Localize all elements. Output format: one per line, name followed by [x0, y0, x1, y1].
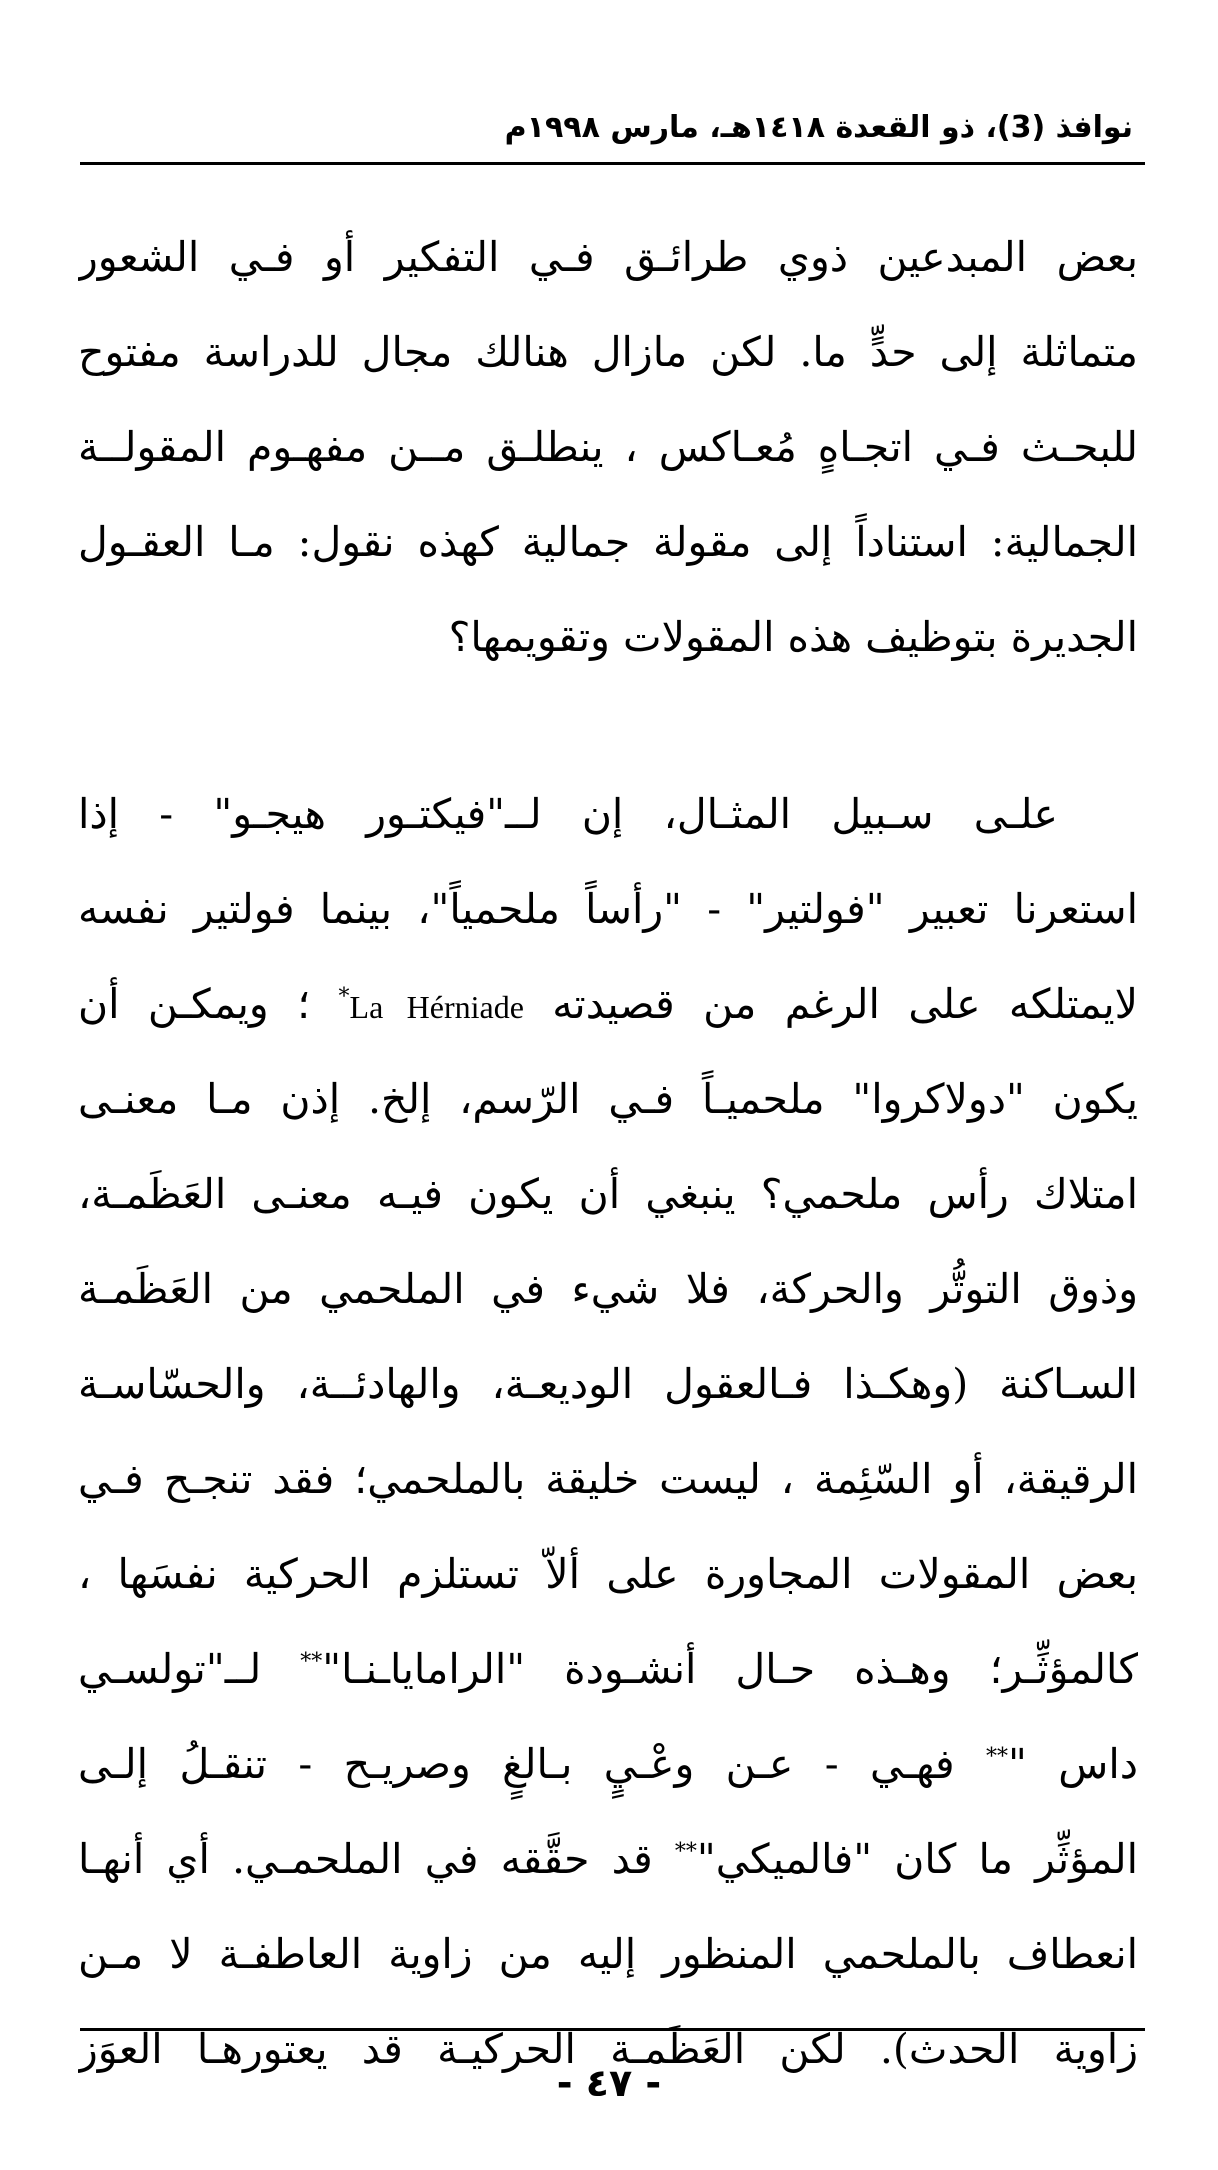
text-line: امتلاك رأس ملحمي؟ ينبغي أن يكون فيـه معنـى العَظَمـة،: [78, 1170, 1138, 1218]
text-line-with-footnote: [78, 1622, 1138, 1717]
footnote-marker: **: [986, 1744, 1009, 1770]
text-line: انعطاف بالملحمي المنظور إليه من زاوية العاطفـة لا مـن: [78, 1930, 1138, 1978]
text-segment: داس ": [1008, 1740, 1138, 1788]
poem-title-latin: La Hérniade: [349, 989, 524, 1025]
text-line: الجديرة بتوظيف هذه المقولات وتقويمها؟: [448, 613, 1138, 661]
paragraph-1: [78, 210, 1138, 685]
text-line: الرقيقة، أو السّئِمة ، ليست خليقة بالملحمي؛ فقد تنجـح فـي: [78, 1455, 1138, 1503]
text-segment: لــ"تولسـي: [78, 1645, 262, 1693]
text-line: للبحـث فـي اتجـاهٍ مُعـاكس ، ينطلـق مــن مفهـوم المقولــة: [78, 423, 1138, 471]
text-line: يكون "دولاكروا" ملحميـاً فـي الرّسم، إلخ. إذن مـا معنـى: [78, 1075, 1138, 1123]
text-line: وذوق التوتُّر والحركة، فلا شيء في الملحمي من العَظَمـة: [78, 1265, 1138, 1313]
text-line: الجمالية: استناداً إلى مقولة جمالية كهذه نقول: مـا العقـول: [78, 518, 1138, 566]
footnote-marker: **: [674, 1839, 697, 1865]
text-line: السـاكنة (وهكـذا فـالعقول الوديعـة، والهادئــة، والحسّاسـة: [78, 1360, 1138, 1408]
text-segment: فهـي - عـن وعْـيٍ بـالغٍ وصريـح - تنقـلُ إلـى: [78, 1740, 955, 1788]
text-line: استعرنا تعبير "فولتير" - "رأساً ملحمياً"، بينما فولتير نفسه: [78, 885, 1138, 933]
text-line: بعض المقولات المجاورة على ألاّ تستلزم الحركية نفسَها ،: [78, 1550, 1138, 1598]
text-line: متماثلة إلى حدٍّ ما. لكن مازال هنالك مجال للدراسة مفتوح: [78, 328, 1138, 376]
text-line-with-title: [78, 957, 1138, 1052]
page-number: - ٤٧ -: [556, 2061, 662, 2105]
text-line: علـى سـبيل المثـال، إن لــ"فيكتـور هيجـو" - إذا: [78, 790, 1058, 838]
text-segment: كالمؤثِّـر؛ وهـذه حـال أنشـودة "الراماياـنـا": [322, 1645, 1138, 1693]
text-line-with-footnote: [78, 1717, 1138, 1812]
body-text: [78, 210, 1138, 2097]
paragraph-2: [78, 767, 1138, 2097]
text-segment: ؛ ويمكـن أن: [78, 980, 311, 1028]
text-line-with-footnote: [78, 1812, 1138, 1907]
text-line: زاوية الحدث). لكن العَظَمـة الحركيـة قد يعتورهـا العوَز: [78, 2025, 1138, 2073]
text-line: بعض المبدعين ذوي طرائـق فـي التفكير أو فـي الشعور: [78, 233, 1138, 281]
running-header: نوافذ (3)، ذو القعدة ١٤١٨هـ، مارس ١٩٩٨م: [504, 110, 1133, 145]
text-segment: لايمتلكه على الرغم من قصيدته: [552, 980, 1138, 1028]
paragraph-gap: [78, 685, 1138, 767]
footnote-marker: **: [300, 1649, 323, 1675]
footer-divider: [80, 2028, 1145, 2031]
footnote-marker: *: [338, 984, 350, 1010]
header-divider: [80, 162, 1145, 165]
text-segment: المؤثِّر ما كان "فالميكي": [696, 1835, 1138, 1883]
text-segment: قد حقَّقه في الملحمـي. أي أنهـا: [78, 1835, 653, 1883]
